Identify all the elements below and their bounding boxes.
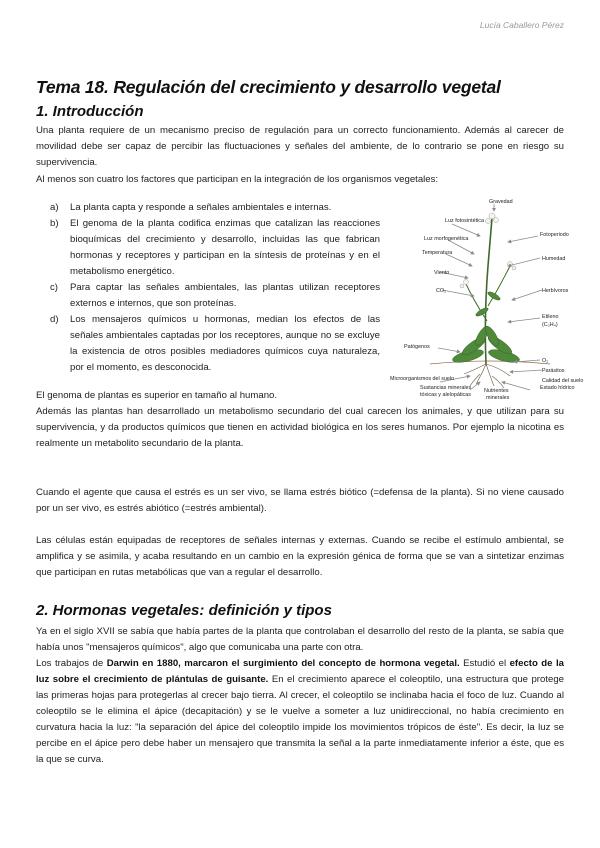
label-microorganismos: Microorganismos del suelo <box>390 376 455 382</box>
label-gravedad: Gravedad <box>489 199 513 205</box>
plant-factors-figure <box>390 196 586 400</box>
list-item <box>50 280 380 312</box>
history-paragraph: Ya en el siglo XVII se sabía que había partes de la planta que controlaban el desarrollo del resto de la planta, se sabía que había unos "mensajeros químicos", algo que comunicaba una parte con otra. <box>36 626 564 653</box>
list-item <box>50 200 380 216</box>
factors-intro: Al menos son cuatro los factores que participan en la integración de los organismos vegetales: <box>36 174 439 185</box>
darwin-text-1: Los trabajos de <box>36 658 107 669</box>
list-letter: d) <box>50 314 59 325</box>
section-1-heading: 1. Introducción <box>36 103 144 120</box>
list-text: El genoma de la planta codifica enzimas que catalizan las reacciones bioquímicas del crecimiento y desarrollo, incluidas las que fabrican hormonas y receptores y participan en la síntesis de proteínas y en el metabolismo energético. <box>70 218 380 277</box>
factors-list <box>50 200 380 376</box>
label-temperatura: Temperatura <box>422 250 453 256</box>
list-text: Para captar las señales ambientales, las plantas utilizan receptores externos e internos, que son proteínas. <box>70 282 380 309</box>
list-letter: b) <box>50 218 59 229</box>
label-patogenos: Patógenos <box>404 344 430 350</box>
section-2-heading: 2. Hormonas vegetales: definición y tipos <box>36 602 332 619</box>
list-text: Los mensajeros químicos u hormonas, median los efectos de las señales ambientales captadas por los receptores, aunque no se excluye la existencia de otros posibles mediadores químicos cuya naturaleza, por el momento, es desconocida. <box>70 314 380 373</box>
label-viento: Viento <box>434 270 450 276</box>
label-etileno: Etileno <box>542 314 559 320</box>
soil-line <box>430 361 550 364</box>
intro-paragraph: Una planta requiere de un mecanismo preciso de regulación para un correcto funcionamiento. Además al carecer de movilidad debe ser capaz de percibir las fluctuaciones y señales del ambiente, de lo contrario se pone en riesgo su supervivencia. <box>36 125 564 168</box>
genome-paragraph: El genoma de plantas es superior en tamaño al humano. <box>36 390 278 401</box>
stress-paragraph: Cuando el agente que causa el estrés es un ser vivo, se llama estrés biótico (=defensa de la planta). Si no viene causado por un ser vivo, es estrés abiótico (=estrés ambiental). <box>36 487 564 514</box>
label-fotoperiodo: Fotoperiodo <box>540 232 569 238</box>
darwin-bold-2: efecto de la luz sobre el crecimiento de plántulas de guisante. <box>36 658 564 685</box>
label-co2: CO₂ <box>436 288 447 294</box>
list-item <box>50 312 380 376</box>
secondary-metabolism-paragraph: Además las plantas han desarrollado un metabolismo secundario del cual carecen los animales, y que utilizan para su supervivencia, y da productos químicos que tienen en actividad biológica en los seres humanos. Por ejemplo la nicotina es realmente un metabolito secundario de la planta. <box>36 406 564 449</box>
list-text: La planta capta y responde a señales ambientales e internas. <box>70 202 332 213</box>
author-name: Lucía Caballero Pérez <box>479 20 564 30</box>
label-humedad: Humedad <box>542 256 566 262</box>
label-herbivoros: Herbívoros <box>542 288 569 294</box>
page-title: Tema 18. Regulación del crecimiento y desarrollo vegetal <box>36 77 501 97</box>
label-parasitos: Parásitos <box>542 368 565 374</box>
receptors-paragraph: Las células están equipadas de receptores de señales internas y externas. Cuando se recibe el estímulo ambiental, se amplifica y se asimila, y acaba resultando en un cambio en la expresión génica de forma que se van a sintetizar enzimas que participan en rutas metabólicas que van a regular el desarrollo. <box>36 535 564 578</box>
darwin-text-2: Estudió el <box>459 658 510 669</box>
label-nutrientes-minerales: minerales <box>486 395 510 400</box>
list-letter: c) <box>50 282 58 293</box>
label-calidad-suelo: Calidad del suelo <box>542 378 584 384</box>
darwin-paragraph <box>36 656 564 768</box>
label-estado-hidrico: Estado hídrico <box>540 385 575 391</box>
label-luz-morfogenetica: Luz morfogenética <box>424 236 469 242</box>
label-sustancias-toxicas: tóxicas y alelopáticas <box>420 392 471 398</box>
list-item <box>50 216 380 280</box>
darwin-bold-1: Darwin en 1880, marcaron el surgimiento del concepto de hormona vegetal. <box>106 658 460 669</box>
label-nutrientes: Nutrientes <box>484 388 509 394</box>
label-etileno-formula: (C₂H₄) <box>542 322 558 328</box>
list-letter: a) <box>50 202 59 213</box>
label-sustancias: Sustancias minerales <box>420 385 472 391</box>
darwin-text-3: En el crecimiento aparece el coleoptilo, una estructura que protege las primeras hojas para protegerlas al crecer bajo tierra. Al crecer, el coleoptilo se inclinaba hacia el foco de luz. Cuando al coleoptilo se le elimina el ápice (decapitación) y se le vuelve a someter a luz unidireccional, no había crecimiento en curvatura hacia la luz: "la separación del ápice del coleoptilo impide los movimientos trópicos de éste". Es decir, la luz se percibe en el ápice pero debe haber un mensajero que transmita la señal a la parte inmediatamente inferior a éste, que es la que se curva. <box>36 674 565 765</box>
label-o2: O₂ <box>542 358 549 364</box>
label-luz-fotosintetica: Luz fotosintética <box>445 218 484 224</box>
